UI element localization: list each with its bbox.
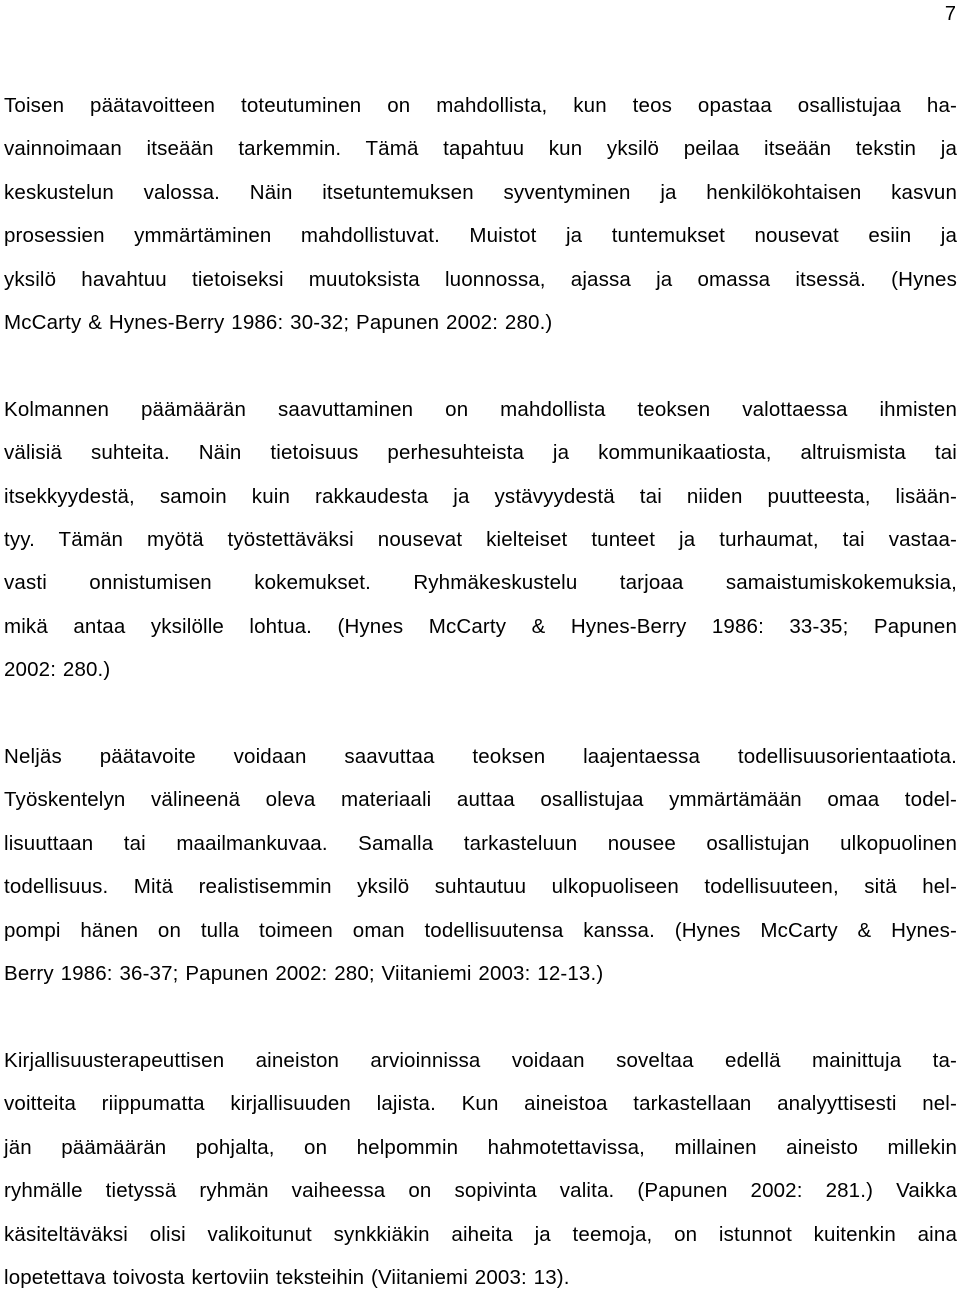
text-line: mikä antaa yksilölle lohtua. (Hynes McCarty & Hynes-Berry 1986: 33-35; Papunen [4,614,957,638]
text-line: McCarty & Hynes-Berry 1986: 30-32; Papunen 2002: 280.) [4,311,553,335]
text-line: välisiä suhteita. Näin tietoisuus perhesuhteista ja kommunikaatiosta, altruismista tai [4,441,957,465]
text-line: Työskentelyn välineenä oleva materiaali auttaa osallistujaa ymmärtämään omaa todel- [4,788,957,812]
text-line: prosessien ymmärtäminen mahdollistuvat. Muistot ja tuntemukset nousevat esiin ja [4,224,957,248]
text-line: lopetettava toivosta kertoviin teksteihin (Viitaniemi 2003: 13). [4,1265,570,1289]
text-line: tyy. Tämän myötä työstettäväksi nousevat kielteiset tunteet ja turhaumat, tai vastaa- [4,528,957,552]
paragraph-1 [4,84,957,344]
page-number: 7 [944,3,956,25]
text-line: pompi hänen on tulla toimeen oman todellisuutensa kanssa. (Hynes McCarty & Hynes- [4,918,957,942]
text-line: Kolmannen päämäärän saavuttaminen on mahdollista teoksen valottaessa ihmisten [4,397,957,421]
text-line: itsekkyydestä, samoin kuin rakkaudesta ja ystävyydestä tai niiden puutteesta, lisään- [4,484,957,508]
paragraph-4 [4,1039,957,1299]
text-line: jän päämäärän pohjalta, on helpommin hahmotettavissa, millainen aineisto millekin [4,1135,957,1159]
text-line: yksilö havahtuu tietoiseksi muutoksista luonnossa, ajassa ja omassa itsessä. (Hynes [4,267,957,291]
text-line: 2002: 280.) [4,658,111,682]
text-line: vasti onnistumisen kokemukset. Ryhmäkeskustelu tarjoaa samaistumiskokemuksia, [4,571,957,595]
text-line: lisuuttaan tai maailmankuvaa. Samalla tarkasteluun nousee osallistujan ulkopuolinen [4,831,957,855]
document-body [4,84,957,1299]
text-line: vainnoimaan itseään tarkemmin. Tämä tapahtuu kun yksilö peilaa itseään tekstin ja [4,137,957,161]
paragraph-3 [4,735,957,995]
paragraph-2 [4,388,957,692]
text-line: keskustelun valossa. Näin itsetuntemuksen syventyminen ja henkilökohtaisen kasvun [4,180,957,204]
text-line: voitteita riippumatta kirjallisuuden lajista. Kun aineistoa tarkastellaan analyyttisesti nel- [4,1092,957,1116]
text-line: todellisuus. Mitä realistisemmin yksilö suhtautuu ulkopuoliseen todellisuuteen, sitä hel- [4,875,957,899]
text-line: Berry 1986: 36-37; Papunen 2002: 280; Viitaniemi 2003: 12-13.) [4,962,604,986]
text-line: Kirjallisuusterapeuttisen aineiston arvioinnissa voidaan soveltaa edellä mainittuja ta- [4,1048,957,1072]
text-line: ryhmälle tietyssä ryhmän vaiheessa on sopivinta valita. (Papunen 2002: 281.) Vaikka [4,1179,957,1203]
text-line: Neljäs päätavoite voidaan saavuttaa teoksen laajentaessa todellisuusorientaatiota. [4,745,957,769]
text-line: Toisen päätavoitteen toteutuminen on mahdollista, kun teos opastaa osallistujaa ha- [4,94,957,117]
text-line: käsiteltäväksi olisi valikoitunut synkkiäkin aiheita ja teemoja, on istunnot kuitenkin aina [4,1222,957,1246]
